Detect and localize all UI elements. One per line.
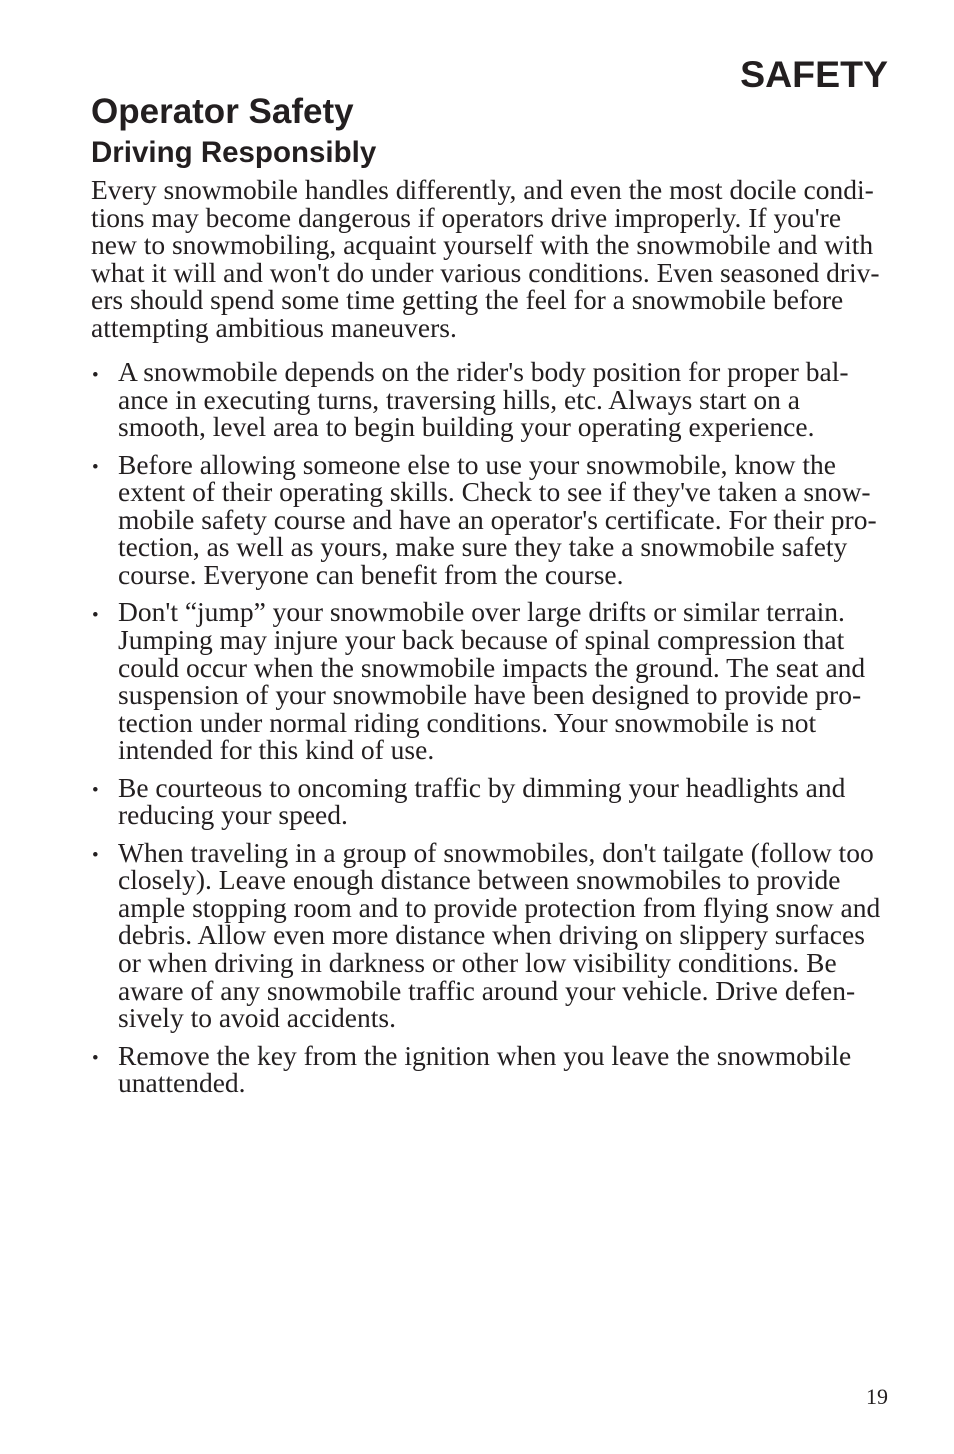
text-line: Don't “jump” your snowmobile over large drifts or similar terrain.	[118, 596, 845, 628]
intro-paragraph	[91, 176, 880, 342]
text-line: closely). Leave enough distance between snowmobiles to provide	[118, 864, 841, 896]
text-line: reducing your speed.	[118, 799, 348, 831]
text-line: unattended.	[118, 1067, 246, 1099]
bullet-item	[91, 771, 880, 831]
bullet-marker: •	[92, 604, 99, 626]
text-line: Jumping may injure your back because of spinal compression that	[118, 623, 845, 655]
bullet-marker: •	[92, 457, 99, 479]
text-line: intended for this kind of use.	[118, 734, 435, 766]
text-line: course. Everyone can benefit from the course.	[118, 558, 624, 590]
text-line: attempting ambitious maneuvers.	[91, 311, 457, 343]
text-line: ance in executing turns, traversing hills, etc. Always start on a	[118, 383, 800, 415]
bullet-list	[91, 358, 880, 1107]
page-heading: Operator Safety	[91, 92, 354, 131]
bullet-marker: •	[92, 364, 99, 386]
bullet-marker: •	[92, 1048, 99, 1070]
bullet-item	[91, 836, 881, 1034]
text-line: mobile safety course and have an operator's certificate. For their pro-	[118, 503, 877, 535]
text-line: A snowmobile depends on the rider's body position for proper bal-	[118, 356, 849, 387]
page-number: 19	[866, 1384, 888, 1409]
text-line: ample stopping room and to provide protection from flying snow and	[118, 891, 881, 923]
bullet-marker: •	[92, 780, 99, 802]
bullet-item	[91, 598, 880, 764]
text-line: new to snowmobiling, acquaint yourself with the snowmobile and with	[91, 229, 874, 261]
subheading: Driving Responsibly	[91, 136, 377, 169]
text-line: aware of any snowmobile traffic around your vehicle. Drive defen-	[118, 974, 856, 1006]
section-title: SAFETY	[740, 53, 888, 95]
text-line: Be courteous to oncoming traffic by dimming your headlights and	[118, 771, 846, 803]
text-line: Before allowing someone else to use your snowmobile, know the	[118, 448, 836, 480]
text-line: tions may become dangerous if operators drive improperly. If you're	[91, 201, 842, 233]
text-line: debris. Allow even more distance when driving on slippery surfaces	[118, 919, 865, 951]
text-line: sively to avoid accidents.	[118, 1002, 396, 1034]
bullet-marker: •	[92, 845, 99, 867]
text-line: Remove the key from the ignition when you leave the snowmobile	[118, 1039, 852, 1071]
text-line: tection, as well as yours, make sure they take a snowmobile safety	[118, 531, 848, 563]
text-line: ers should spend some time getting the feel for a snowmobile before	[91, 284, 844, 316]
bullet-item	[91, 448, 880, 590]
text-line: suspension of your snowmobile have been designed to provide pro-	[118, 679, 862, 711]
text-line: or when driving in darkness or other low visibility conditions. Be	[118, 947, 837, 979]
text-line: what it will and won't do under various conditions. Even seasoned driv-	[91, 256, 880, 288]
text-line: extent of their operating skills. Check to see if they've taken a snow-	[118, 476, 871, 508]
text-line: could occur when the snowmobile impacts the ground. The seat and	[118, 651, 866, 683]
text-line: When traveling in a group of snowmobiles, don't tailgate (follow too	[118, 836, 874, 868]
text-line: Every snowmobile handles differently, and even the most docile condi-	[91, 174, 874, 205]
text-line: smooth, level area to begin building your operating experience.	[118, 411, 815, 443]
bullet-item	[91, 1039, 880, 1099]
text-line: tection under normal riding conditions. Your snowmobile is not	[118, 706, 817, 738]
bullet-item	[91, 358, 880, 441]
